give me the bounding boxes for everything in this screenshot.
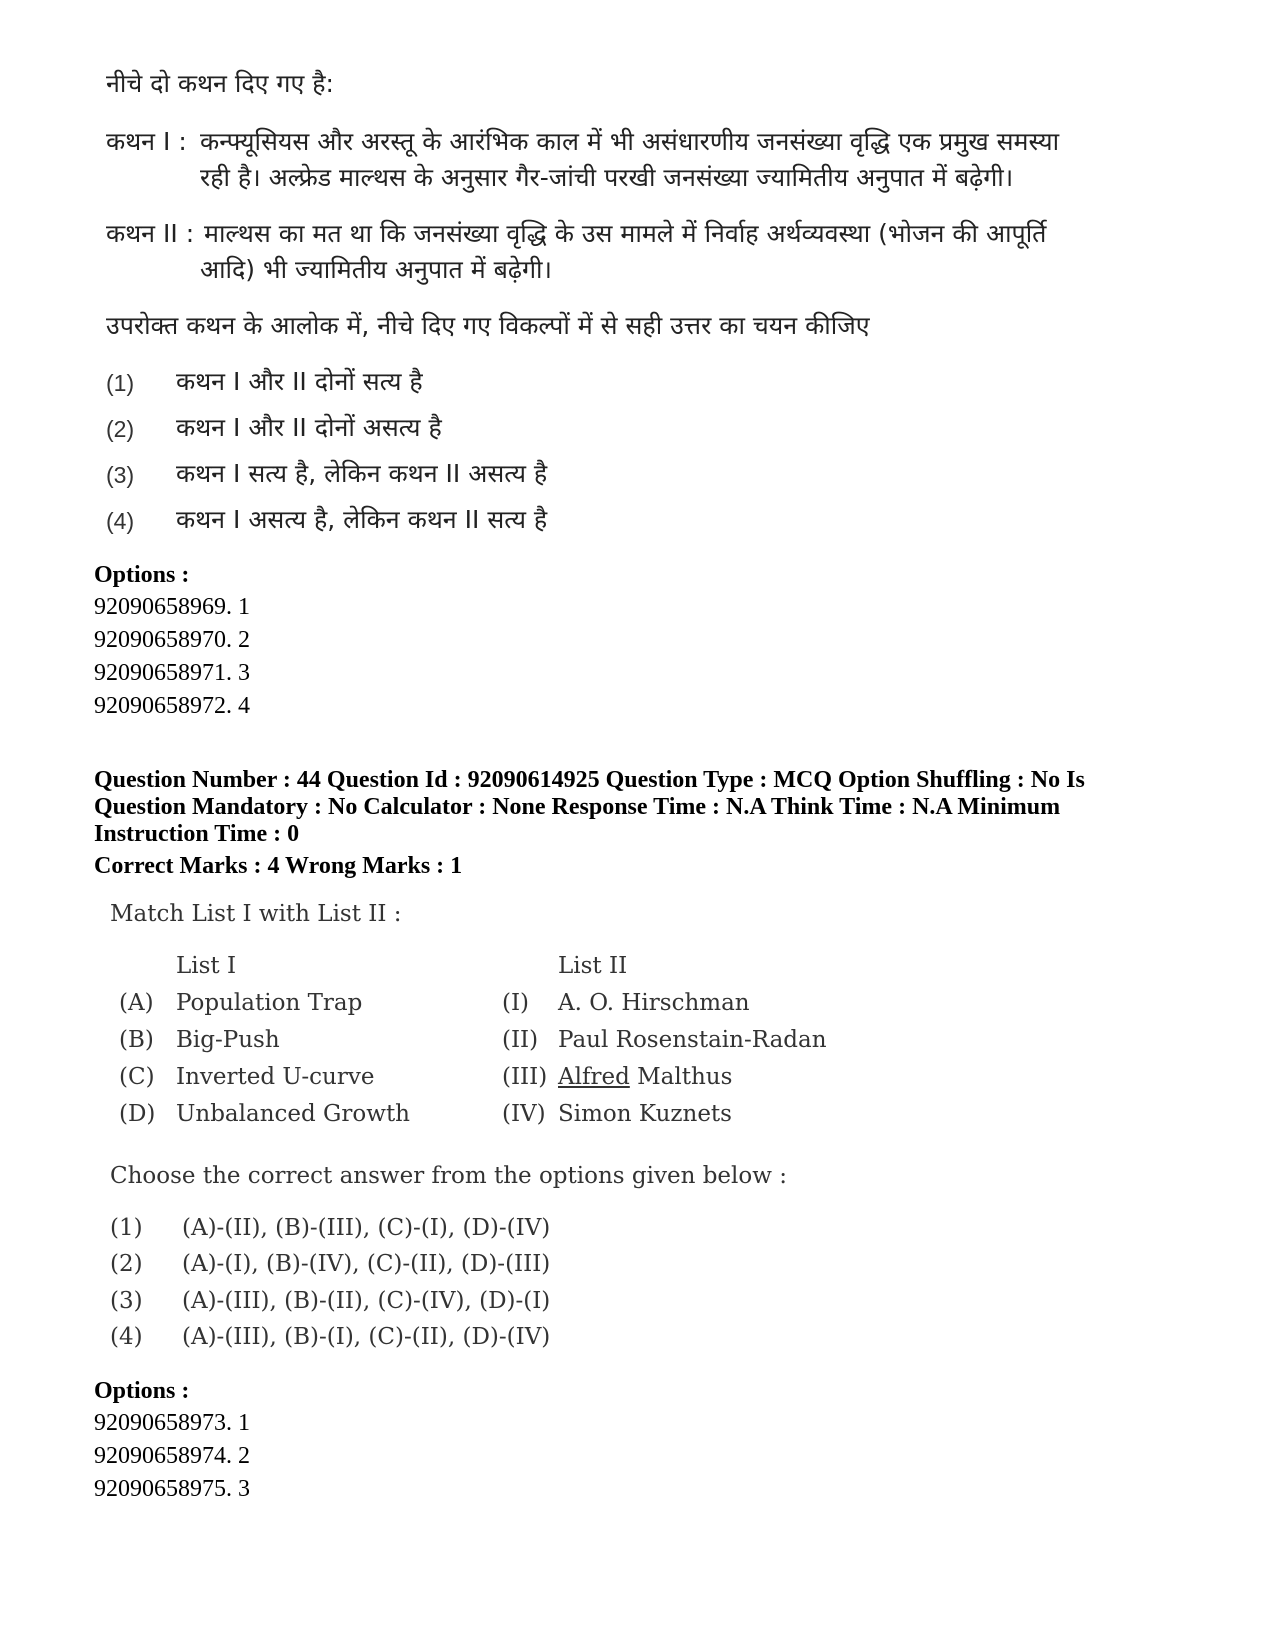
q43-option-id: 92090658969. 1 <box>94 594 250 620</box>
list-2-item <box>558 1064 732 1090</box>
list-1-marker: (D) <box>119 1101 156 1127</box>
list-2-item: Paul Rosenstain-Radan <box>558 1027 827 1053</box>
q44-options-heading: Options : <box>94 1378 190 1404</box>
q44-choice-text: (A)-(III), (B)-(I), (C)-(II), (D)-(IV) <box>182 1324 551 1350</box>
q44-meta-line-1: Question Number : 44 Question Id : 92090614925 Question Type : MCQ Option Shuffling : No Is <box>94 767 1085 793</box>
q43-choice-text: कथन I सत्य है, लेकिन कथन II असत्य है <box>176 459 548 488</box>
list-1-item: Big-Push <box>176 1027 280 1053</box>
underlined-word: Alfred <box>558 1064 630 1090</box>
list-2-marker: (III) <box>502 1064 548 1090</box>
match-title: Match List I with List II : <box>110 901 402 927</box>
q43-choice-number: (4) <box>106 508 135 534</box>
list-2-item: Simon Kuznets <box>558 1101 732 1127</box>
list-2-marker: (II) <box>502 1027 539 1053</box>
statement-1-line-1: कन्फ्यूसियस और अरस्तू के आरंभिक काल में भी असंधारणीय जनसंख्या वृद्धि एक प्रमुख समस्या <box>200 127 1060 156</box>
q43-intro: नीचे दो कथन दिए गए है: <box>106 69 334 98</box>
q44-choice-text: (A)-(II), (B)-(III), (C)-(I), (D)-(IV) <box>182 1215 551 1241</box>
q44-choice-number: (1) <box>110 1215 143 1241</box>
q43-choice-number: (3) <box>106 462 135 488</box>
q44-option-id: 92090658974. 2 <box>94 1443 250 1469</box>
q44-marks: Correct Marks : 4 Wrong Marks : 1 <box>94 853 463 879</box>
q43-choice-text: कथन I असत्य है, लेकिन कथन II सत्य है <box>176 505 548 534</box>
choose-instruction: Choose the correct answer from the options given below : <box>110 1163 787 1189</box>
q43-option-id: 92090658971. 3 <box>94 660 250 686</box>
q44-meta-line-2: Question Mandatory : No Calculator : None Response Time : N.A Think Time : N.A Minimum <box>94 794 1061 820</box>
list-2-marker: (IV) <box>502 1101 546 1127</box>
list-1-item: Unbalanced Growth <box>176 1101 410 1127</box>
q43-option-id: 92090658972. 4 <box>94 693 250 719</box>
statement-1-line-2: रही है। अल्फ्रेड माल्थस के अनुसार गैर-जांची परखी जनसंख्या ज्यामितीय अनुपात में बढ़ेगी। <box>200 163 1014 192</box>
q43-choice-text: कथन I और II दोनों सत्य है <box>176 367 423 396</box>
list-2-item: A. O. Hirschman <box>558 990 750 1016</box>
list-2-header: List II <box>558 953 628 979</box>
list-1-marker: (B) <box>119 1027 154 1053</box>
q43-choice-number: (1) <box>106 370 135 396</box>
q43-option-id: 92090658970. 2 <box>94 627 250 653</box>
list-2-item-rest: Malthus <box>629 1064 733 1090</box>
statement-1-label: कथन I : <box>106 127 187 156</box>
list-1-header: List I <box>176 953 237 979</box>
q43-prompt: उपरोक्त कथन के आलोक में, नीचे दिए गए विकल्पों में से सही उत्तर का चयन कीजिए <box>106 311 870 340</box>
q43-choice-text: कथन I और II दोनों असत्य है <box>176 413 442 442</box>
q44-choice-number: (3) <box>110 1288 143 1314</box>
q43-choice-number: (2) <box>106 416 135 442</box>
q44-choice-text: (A)-(I), (B)-(IV), (C)-(II), (D)-(III) <box>182 1251 551 1277</box>
q44-choice-text: (A)-(III), (B)-(II), (C)-(IV), (D)-(I) <box>182 1288 551 1314</box>
statement-2-line-1: माल्थस का मत था कि जनसंख्या वृद्धि के उस मामले में निर्वाह अर्थव्यवस्था (भोजन की आपूर्ति <box>204 219 1047 248</box>
list-1-marker: (A) <box>119 990 154 1016</box>
statement-2-line-2: आदि) भी ज्यामितीय अनुपात में बढ़ेगी। <box>200 255 552 284</box>
list-1-item: Inverted U-curve <box>176 1064 375 1090</box>
q44-choice-number: (2) <box>110 1251 143 1277</box>
q44-option-id: 92090658973. 1 <box>94 1410 250 1436</box>
q43-options-heading: Options : <box>94 562 190 588</box>
list-2-marker: (I) <box>502 990 530 1016</box>
list-1-item: Population Trap <box>176 990 363 1016</box>
list-1-marker: (C) <box>119 1064 155 1090</box>
q44-option-id: 92090658975. 3 <box>94 1476 250 1502</box>
q44-choice-number: (4) <box>110 1324 143 1350</box>
q44-meta-line-3: Instruction Time : 0 <box>94 821 300 847</box>
statement-2-label: कथन II : <box>106 219 195 248</box>
